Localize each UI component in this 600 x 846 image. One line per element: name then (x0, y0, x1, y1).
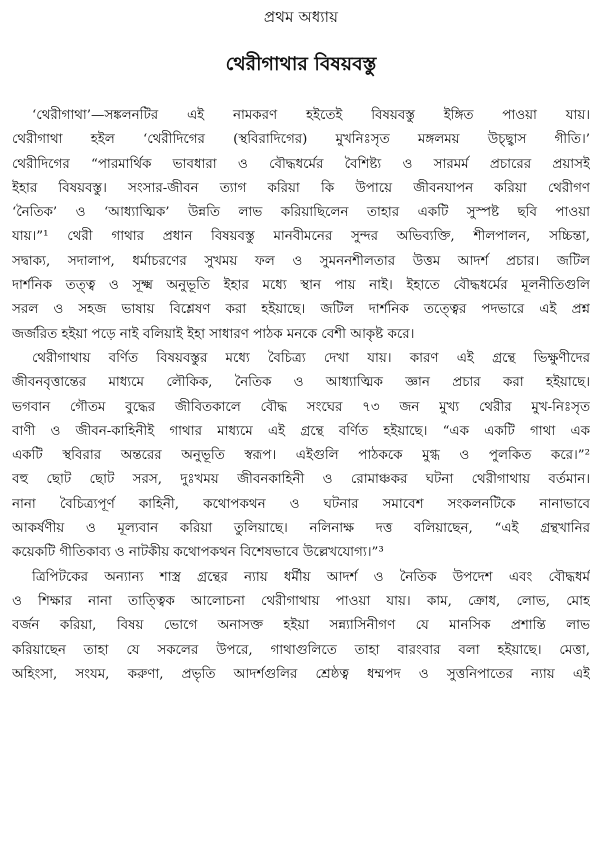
text-line: ভগবান গৌতম বুদ্ধের জীবিতকালে বৌদ্ধ সংঘের ৭৩ জন মুখ্য থেরীর মুখ-নিঃসৃত (12, 399, 590, 415)
text-line: ‘নৈতিক’ ও ‘আধ্যাত্মিক’ উন্নতি লাভ করিয়াছিলেন তাহার একটি সুস্পষ্ট ছবি পাওয়া (12, 205, 590, 221)
chapter-label: প্রথম অধ্যায় (263, 8, 339, 26)
text-line: নানা বৈচিত্র্যপূর্ণ কাহিনী, কথোপকথন ও ঘটনার সমাবেশ সংকলনটিকে নানাভাবে (12, 496, 590, 512)
text-line: জর্জরিত হইয়া পড়ে নাই বলিয়াই ইহা সাধারণ পাঠক মনকে বেশী আকৃষ্ট করে। (12, 326, 415, 342)
text-line: থেরীগাথা হইল ‘থেরীদিগের (স্থবিরাদিগের) মুখনিঃসৃত মঙ্গলময় উচ্ছ্বাস গীতি।’ (12, 132, 590, 148)
text-line: বহু ছোট ছোট সরস, দুঃখময় জীবনকাহিনী ও রোমাঞ্চকর ঘটনা থেরীগাথায় বর্তমান। (12, 472, 590, 488)
text-line: জীবনবৃত্তান্তের মাধ্যমে লৌকিক, নৈতিক ও আধ্যাত্মিক জ্ঞান প্রচার করা হইয়াছে। (12, 375, 590, 391)
text-line: বর্জন করিয়া, বিষয় ভোগে অনাসক্ত হইয়া সন্ন্যাসিনীগণ যে মানসিক প্রশান্তি লাভ (12, 618, 590, 634)
paragraph-3 (12, 566, 590, 687)
text-line: সরল ও সহজ ভাষায় বিশ্লেষণ করা হইয়াছে। জটিল দার্শনিক তত্ত্বের পদভারে এই প্রশ্ন (12, 302, 590, 318)
paragraph-2 (12, 347, 590, 566)
text-line: ইহার বিষয়বস্তু। সংসার-জীবন ত্যাগ করিয়া কি উপায়ে জীবনযাপন করিয়া থেরীগণ (12, 180, 590, 196)
text-line: যায়।”¹ থেরী গাথার প্রধান বিষয়বস্তু মানবীমনের সুন্দর অভিব্যক্তি, শীলপালন, সচ্চিন্তা, (12, 229, 590, 245)
text-line: অহিংসা, সংযম, করুণা, প্রভৃতি আদর্শগুলির শ্রেষ্ঠত্ব ধম্মপদ ও সুত্তনিপাতের ন্যায় এই (12, 666, 590, 682)
text-line: করিয়াছেন তাহা যে সকলের উপরে, গাথাগুলিতে তাহা বারংবার বলা হইয়াছে। মেত্তা, (12, 642, 590, 658)
text-line: ও শিক্ষার নানা তাত্ত্বিক আলোচনা থেরীগাথায় পাওয়া যায়। কাম, ক্রোধ, লোভ, মোহ (12, 593, 590, 609)
text-line: সদ্বাক্য, সদালাপ, ধর্মাচরণের সুখময় ফল ও সুমননশীলতার উত্তম আদর্শ প্রচার। জটিল (12, 253, 590, 269)
text-line: বাণী ও জীবন-কাহিনীই গাথার মাধ্যমে এই গ্রন্থে বর্ণিত হইয়াছে। “এক একটি গাথা এক (12, 423, 590, 439)
text-line: ত্রিপিটকের অন্যান্য শাস্ত্র গ্রন্থের ন্যায় ধর্মীয় আদর্শ ও নৈতিক উপদেশ এবং বৌদ্ধধর্ম (32, 569, 590, 585)
chapter-title: থেরীগাথার বিষয়বস্তু (225, 53, 377, 75)
paragraph-1 (12, 104, 590, 347)
text-line: থেরীদিগের “পারমার্থিক ভাবধারা ও বৌদ্ধধর্মের বৈশিষ্ট্য ও সারমর্ম প্রচারের প্রয়াসই (12, 156, 590, 172)
text-line: ‘থেরীগাথা’—সঙ্কলনটির এই নামকরণ হইতেই বিষয়বস্তু ইঙ্গিত পাওয়া যায়। (32, 108, 590, 123)
text-line: কয়েকটি গীতিকাব্য ও নাটকীয় কথোপকথন বিশেষভাবে উল্লেখযোগ্য।”³ (12, 545, 384, 561)
text-line: থেরীগাথায় বর্ণিত বিষয়বস্তুর মধ্যে বৈচিত্র্য দেখা যায়। কারণ এই গ্রন্থে ভিক্ষুণীদের (32, 350, 590, 366)
text-line: দার্শনিক তত্ত্ব ও সূক্ষ্ম অনুভূতি ইহার মধ্যে স্থান পায় নাই। ইহাতে বৌদ্ধধর্মের মূলনীতিগুলি (12, 278, 590, 294)
text-line: আকর্ষণীয় ও মূল্যবান করিয়া তুলিয়াছে। নলিনাক্ষ দত্ত বলিয়াছেন, “এই গ্রন্থখানির (12, 521, 590, 537)
text-line: একটি স্থবিরার অন্তরের অনুভূতি স্বরূপ। এইগুলি পাঠককে মুগ্ধ ও পুলকিত করে।”² (12, 448, 590, 464)
